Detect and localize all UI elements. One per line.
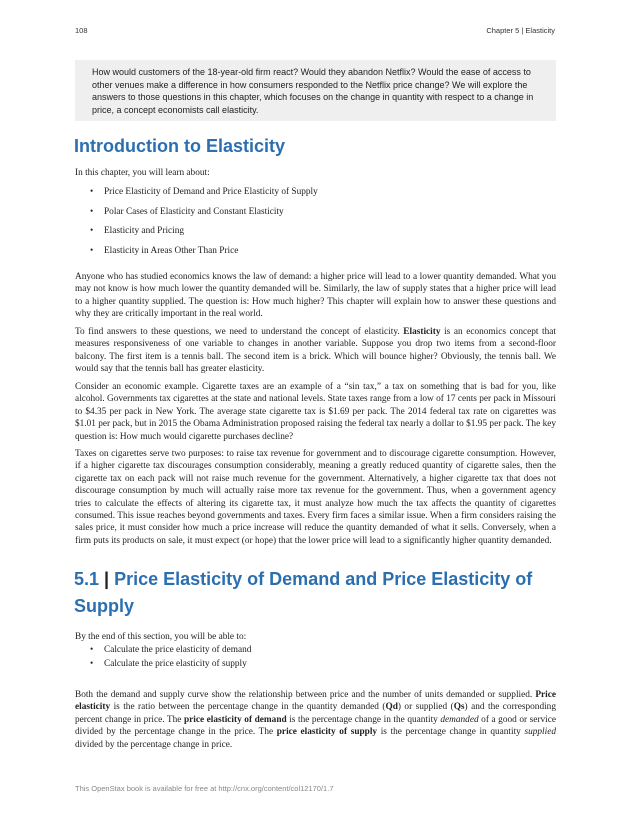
section-title: Price Elasticity of Demand and Price Elasticity of Supply (74, 569, 533, 616)
objectives-list (90, 645, 251, 672)
objectives-lead: By the end of this section, you will be able to: (75, 632, 247, 642)
key-term: Price elasticity (75, 690, 556, 713)
text: To find answers to these questions, we need to understand the concept of elasticity. (75, 327, 404, 337)
paragraph-law-of-demand: Anyone who has studied economics knows the law of demand: a higher price will lead to a lower quantity demanded. What you may not know is how much lower the quantity demanded will be. Similarly, the law of supply states that a higher price will lead to a higher quantity supplied. The question is: How much higher? This chapter will explain how to answer these questions and why they are critically important in the real world. (75, 272, 556, 320)
intro-lead: In this chapter, you will learn about: (75, 168, 210, 178)
list-item: • Calculate the price elasticity of supply (90, 659, 251, 673)
page-footer: This OpenStax book is available for free at http://cnx.org/content/col12170/1.7 (75, 784, 334, 793)
section-separator: | (104, 569, 110, 589)
paragraph-tax-purposes: Taxes on cigarettes serve two purposes: to raise tax revenue for government and to discourage cigarette consumption. However, if a higher cigarette tax discourages consumption considerably, meaning a greatly reduced quantity of cigarette sales, then the cigarette tax on each pack will not raise much revenue for the government. Alternatively, a higher cigarette tax that does not discourage consumption by much will actually raise more tax revenue for the government. Thus, when a government agency tries to calculate the effects of altering its cigarette tax, it must analyze how much the tax affects the quantity of cigarettes consumed. This issue reaches beyond governments and taxes. Every firm faces a similar issue. When a firm considers raising the sales price, it must consider how much a price increase will reduce the quantity demanded of what it sells. Conversely, when a firm puts its products on sale, it must expect (or hope) that the lower price will lead to a significantly higher quantity demanded. (75, 449, 556, 546)
list-item: • Price Elasticity of Demand and Price Elasticity of Supply (90, 187, 318, 207)
paragraph-cigarette-taxes: Consider an economic example. Cigarette taxes are an example of a “sin tax,” a tax on something that is bad for you, like alcohol. Governments tax cigarettes at the state and national levels. State taxes range from a low of 17 cents per pack in Missouri to $4.35 per pack in New York. The average state cigarette tax is $1.69 per pack. The 2014 federal tax rate on cigarettes was $1.01 per pack, but in 2015 the Obama Administration proposed raising the federal tax nearly a dollar to $1.95 per pack. The key question is: How much would cigarette purchases decline? (75, 382, 556, 442)
emphasis: supplied (524, 727, 556, 738)
intro-callout: How would customers of the 18-year-old firm react? Would they abandon Netflix? Would the ease of access to other venues make a difference in how consumers responded to the Netflix price change? We will explore the answers to those questions in this chapter, which focuses on the change in quantity with respect to a change in price, a concept economists call elasticity. (75, 60, 556, 121)
text: ) or supplied ( (397, 702, 454, 713)
text: is the percentage change in the quantity (286, 714, 441, 725)
emphasis: demanded (440, 714, 479, 725)
section-heading (74, 566, 555, 620)
key-term: price elasticity of supply (276, 727, 378, 738)
key-term: Elasticity (403, 327, 441, 337)
text: is the percentage change in quantity (377, 727, 525, 738)
text: divided by the percentage change in price. (75, 739, 233, 750)
text: is the ratio between the percentage change in the quantity demanded ( (110, 702, 386, 713)
key-term: price elasticity of demand (183, 714, 287, 725)
text: Both the demand and supply curve show the relationship between price and the number of units demanded or supplied. (75, 690, 536, 700)
paragraph-price-elasticity (75, 689, 556, 751)
running-header: Chapter 5 | Elasticity (486, 26, 555, 35)
section-number: 5.1 (74, 569, 100, 589)
page-number: 108 (75, 26, 88, 35)
list-item: • Calculate the price elasticity of demand (90, 645, 251, 659)
paragraph-elasticity-definition (75, 326, 556, 376)
text: of a good or service divided by the percentage change in the price. The (75, 714, 556, 738)
list-item: • Polar Cases of Elasticity and Constant Elasticity (90, 207, 318, 227)
variable: Qd (385, 702, 398, 713)
text: is an economics concept that measures responsiveness of one variable to changes in another variable. Suppose you drop two items from a second-floor balcony. The first item is a tennis ball. The second item is a brick. Which will bounce higher? Obviously, the tennis ball. We would say that the tennis ball has greater elasticity. (75, 327, 556, 375)
text: ) and the corresponding percent change in price. The (75, 702, 556, 725)
intro-heading: Introduction to Elasticity (74, 136, 286, 156)
variable: Qs (453, 702, 465, 713)
list-item: • Elasticity in Areas Other Than Price (90, 246, 318, 266)
topic-list (90, 187, 318, 265)
list-item: • Elasticity and Pricing (90, 226, 318, 246)
